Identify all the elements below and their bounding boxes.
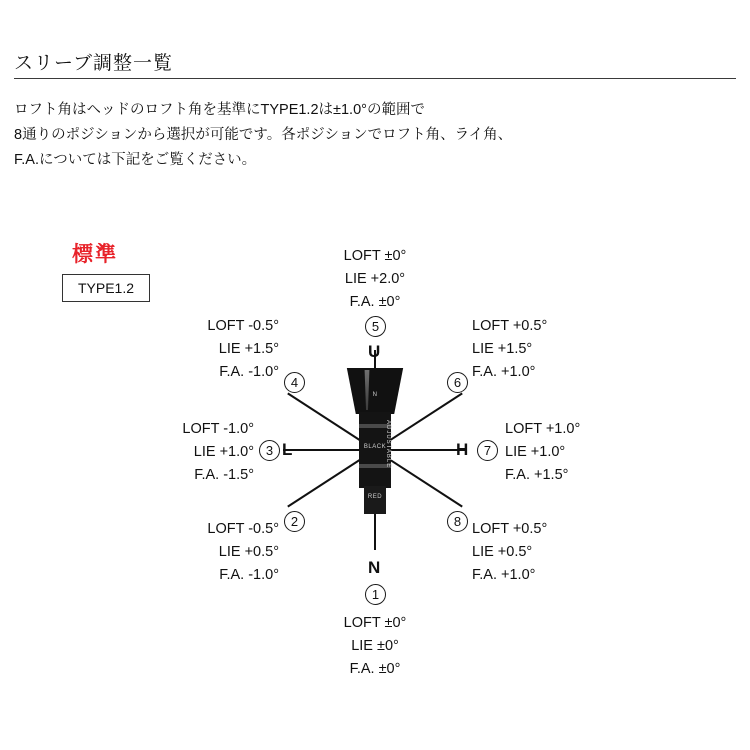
position-marker-8[interactable]: 8 [447, 511, 468, 532]
direction-letter-right: H [456, 440, 469, 459]
position-marker-5[interactable]: 5 [365, 316, 386, 337]
position-2-lie: LIE +0.5° [218, 544, 279, 560]
page-title: スリーブ調整一覧 [14, 53, 174, 74]
direction-letter-down: N [368, 558, 381, 577]
position-3-loft: LOFT -1.0° [182, 421, 254, 437]
position-1-lie: LIE ±0° [351, 638, 399, 654]
description-line-2: 8通りのポジションから選択が可能です。各ポジションでロフト角、ライ角、 [14, 127, 513, 143]
position-5-fa: F.A. ±0° [349, 294, 401, 310]
position-values-2 [145, 518, 279, 587]
sleeve-tip [364, 486, 386, 514]
position-marker-2[interactable]: 2 [284, 511, 305, 532]
position-8-fa: F.A. +1.0° [472, 567, 536, 583]
position-marker-7[interactable]: 7 [477, 440, 498, 461]
position-values-3 [120, 418, 254, 487]
description-line-3: F.A.については下記をご覧ください。 [14, 152, 257, 168]
position-6-loft: LOFT +0.5° [472, 318, 548, 334]
position-3-fa: F.A. -1.5° [194, 467, 254, 483]
position-1-loft: LOFT ±0° [343, 615, 407, 631]
position-values-1 [305, 612, 445, 681]
description-line-1: ロフト角はヘッドのロフト角を基準にTYPE1.2は±1.0°の範囲で [14, 102, 425, 118]
position-6-lie: LIE +1.5° [472, 341, 533, 357]
position-5-lie: LIE +2.0° [344, 271, 406, 287]
sleeve-body-text-1: BLACK [363, 444, 387, 450]
position-2-loft: LOFT -0.5° [207, 521, 279, 537]
sleeve-side-text: ADJUSTABLE [385, 420, 391, 469]
direction-letter-up: U [368, 342, 381, 361]
position-1-fa: F.A. ±0° [349, 661, 401, 677]
position-values-7 [505, 418, 655, 487]
sleeve-top [343, 368, 407, 414]
sleeve-body-text-2: RED [367, 494, 383, 500]
position-4-fa: F.A. -1.0° [219, 364, 279, 380]
direction-letter-left: L [282, 440, 293, 459]
standard-label: 標準 [72, 243, 118, 266]
position-6-fa: F.A. +1.0° [472, 364, 536, 380]
position-values-8 [472, 518, 622, 587]
position-7-fa: F.A. +1.5° [505, 467, 569, 483]
position-2-fa: F.A. -1.0° [219, 567, 279, 583]
position-4-lie: LIE +1.5° [218, 341, 279, 357]
position-3-lie: LIE +1.0° [193, 444, 254, 460]
position-7-lie: LIE +1.0° [505, 444, 566, 460]
position-values-5 [305, 245, 445, 314]
position-marker-4[interactable]: 4 [284, 372, 305, 393]
position-8-lie: LIE +0.5° [472, 544, 533, 560]
position-7-loft: LOFT +1.0° [505, 421, 581, 437]
position-4-loft: LOFT -0.5° [207, 318, 279, 334]
position-marker-3[interactable]: 3 [259, 440, 280, 461]
position-5-loft: LOFT ±0° [343, 248, 407, 264]
position-values-6 [472, 315, 622, 384]
position-8-loft: LOFT +0.5° [472, 521, 548, 537]
type-box: TYPE1.2 [62, 274, 150, 302]
position-values-4 [145, 315, 279, 384]
position-marker-6[interactable]: 6 [447, 372, 468, 393]
sleeve-graphic [343, 368, 407, 514]
position-marker-1[interactable]: 1 [365, 584, 386, 605]
sleeve-top-text: N [372, 392, 378, 398]
